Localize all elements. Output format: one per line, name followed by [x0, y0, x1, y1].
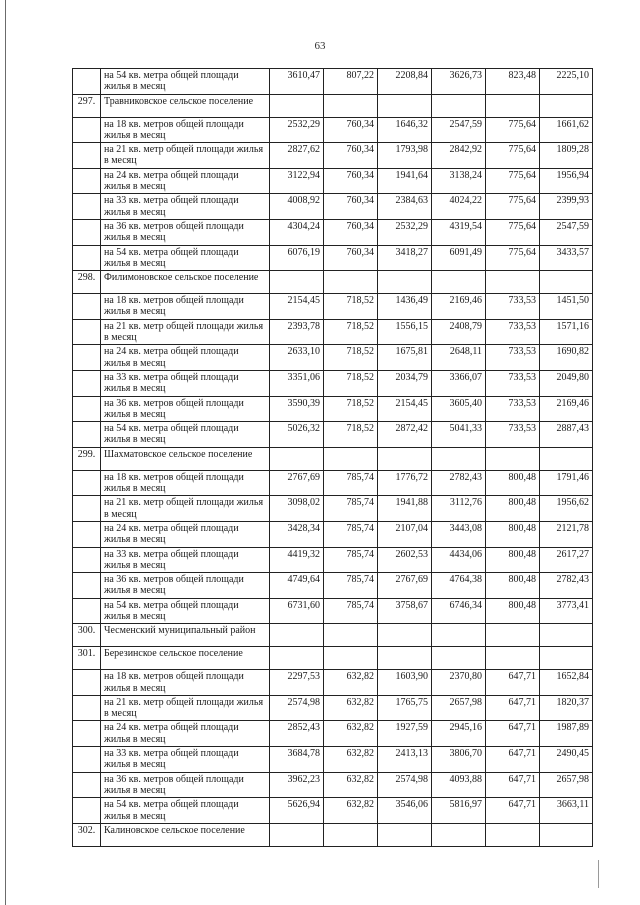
value-cell-6: [540, 94, 593, 117]
value-cell-4: 2370,80: [432, 670, 486, 696]
row-number-cell: 297.: [73, 94, 101, 117]
value-cell-2: 632,82: [324, 772, 378, 798]
table-section-row: [73, 271, 593, 294]
description-cell: на 24 кв. метра общей площади жилья в месяц: [101, 721, 270, 747]
table-section-row: [73, 823, 593, 846]
value-cell-1: 2633,10: [270, 345, 324, 371]
value-cell-6: 1809,28: [540, 143, 593, 169]
tariff-table: [72, 68, 593, 847]
value-cell-1: 3590,39: [270, 396, 324, 422]
value-cell-1: 3428,34: [270, 521, 324, 547]
value-cell-2: 718,52: [324, 422, 378, 448]
value-cell-4: 2169,46: [432, 294, 486, 320]
value-cell-6: 1956,94: [540, 168, 593, 194]
value-cell-5: [486, 94, 540, 117]
value-cell-3: 2767,69: [378, 573, 432, 599]
value-cell-4: 3443,08: [432, 521, 486, 547]
row-number-cell: [73, 470, 101, 496]
table-row: [73, 721, 593, 747]
value-cell-6: 1652,84: [540, 670, 593, 696]
row-number-cell: [73, 695, 101, 721]
value-cell-3: [378, 647, 432, 670]
value-cell-2: [324, 647, 378, 670]
value-cell-1: 3351,06: [270, 370, 324, 396]
table-row: [73, 194, 593, 220]
row-number-cell: [73, 143, 101, 169]
table-row: [73, 747, 593, 773]
value-cell-4: 5041,33: [432, 422, 486, 448]
value-cell-1: 3098,02: [270, 496, 324, 522]
value-cell-5: 733,53: [486, 294, 540, 320]
value-cell-2: 760,34: [324, 219, 378, 245]
value-cell-1: 2532,29: [270, 117, 324, 143]
description-cell: на 54 кв. метра общей площади жилья в месяц: [101, 798, 270, 824]
value-cell-1: 5026,32: [270, 422, 324, 448]
value-cell-4: 4434,06: [432, 547, 486, 573]
value-cell-2: 760,34: [324, 143, 378, 169]
value-cell-5: 733,53: [486, 370, 540, 396]
value-cell-2: 760,34: [324, 168, 378, 194]
value-cell-2: 632,82: [324, 695, 378, 721]
value-cell-1: 6731,60: [270, 598, 324, 624]
value-cell-3: 2154,45: [378, 396, 432, 422]
description-cell: Шахматовское сельское поселение: [101, 447, 270, 470]
value-cell-5: 800,48: [486, 521, 540, 547]
description-cell: на 18 кв. метров общей площади жилья в месяц: [101, 470, 270, 496]
description-cell: на 36 кв. метров общей площади жилья в месяц: [101, 396, 270, 422]
value-cell-4: 2842,92: [432, 143, 486, 169]
value-cell-6: [540, 271, 593, 294]
description-cell: Березинское сельское поселение: [101, 647, 270, 670]
table-row: [73, 117, 593, 143]
value-cell-3: 1927,59: [378, 721, 432, 747]
value-cell-2: 632,82: [324, 670, 378, 696]
value-cell-6: 2121,78: [540, 521, 593, 547]
value-cell-2: 718,52: [324, 396, 378, 422]
value-cell-4: 6091,49: [432, 245, 486, 271]
value-cell-6: 2399,93: [540, 194, 593, 220]
table-row: [73, 573, 593, 599]
value-cell-4: 4093,88: [432, 772, 486, 798]
value-cell-1: 2393,78: [270, 319, 324, 345]
table-body: [73, 69, 593, 847]
value-cell-4: 3626,73: [432, 69, 486, 95]
value-cell-3: [378, 823, 432, 846]
table-row: [73, 598, 593, 624]
table-row: [73, 396, 593, 422]
scan-left-edge-line: [5, 0, 6, 905]
value-cell-6: 2225,10: [540, 69, 593, 95]
table-row: [73, 168, 593, 194]
value-cell-4: 2782,43: [432, 470, 486, 496]
value-cell-2: 718,52: [324, 370, 378, 396]
value-cell-3: 1556,15: [378, 319, 432, 345]
row-number-cell: 302.: [73, 823, 101, 846]
description-cell: на 54 кв. метра общей площади жилья в месяц: [101, 598, 270, 624]
description-cell: на 54 кв. метра общей площади жилья в месяц: [101, 245, 270, 271]
table-row: [73, 319, 593, 345]
value-cell-2: [324, 447, 378, 470]
value-cell-5: 647,71: [486, 695, 540, 721]
value-cell-3: 1603,90: [378, 670, 432, 696]
value-cell-3: 1776,72: [378, 470, 432, 496]
value-cell-2: [324, 624, 378, 647]
value-cell-6: 2490,45: [540, 747, 593, 773]
table-row: [73, 670, 593, 696]
value-cell-1: 2852,43: [270, 721, 324, 747]
row-number-cell: [73, 747, 101, 773]
row-number-cell: [73, 168, 101, 194]
value-cell-2: 785,74: [324, 521, 378, 547]
value-cell-5: 775,64: [486, 143, 540, 169]
value-cell-2: 785,74: [324, 470, 378, 496]
value-cell-2: 632,82: [324, 798, 378, 824]
value-cell-3: 2872,42: [378, 422, 432, 448]
row-number-cell: 299.: [73, 447, 101, 470]
value-cell-2: 760,34: [324, 245, 378, 271]
value-cell-2: 718,52: [324, 345, 378, 371]
description-cell: на 36 кв. метров общей площади жилья в месяц: [101, 219, 270, 245]
value-cell-1: 2574,98: [270, 695, 324, 721]
table-section-row: [73, 624, 593, 647]
table-section-row: [73, 447, 593, 470]
value-cell-5: 733,53: [486, 345, 540, 371]
row-number-cell: 300.: [73, 624, 101, 647]
value-cell-1: 2297,53: [270, 670, 324, 696]
value-cell-3: 1941,88: [378, 496, 432, 522]
value-cell-2: 760,34: [324, 194, 378, 220]
value-cell-6: 2782,43: [540, 573, 593, 599]
value-cell-6: 2049,80: [540, 370, 593, 396]
value-cell-2: 718,52: [324, 319, 378, 345]
value-cell-4: [432, 447, 486, 470]
row-number-cell: [73, 547, 101, 573]
row-number-cell: [73, 194, 101, 220]
value-cell-5: 800,48: [486, 598, 540, 624]
row-number-cell: [73, 219, 101, 245]
table-row: [73, 143, 593, 169]
value-cell-5: 775,64: [486, 117, 540, 143]
value-cell-4: 2547,59: [432, 117, 486, 143]
value-cell-6: [540, 624, 593, 647]
value-cell-6: 1820,37: [540, 695, 593, 721]
value-cell-5: [486, 823, 540, 846]
table-row: [73, 422, 593, 448]
value-cell-1: [270, 624, 324, 647]
value-cell-6: 1956,62: [540, 496, 593, 522]
value-cell-1: 4008,92: [270, 194, 324, 220]
description-cell: на 54 кв. метра общей площади жилья в месяц: [101, 69, 270, 95]
description-cell: на 24 кв. метра общей площади жилья в месяц: [101, 521, 270, 547]
value-cell-5: 647,71: [486, 798, 540, 824]
table-row: [73, 521, 593, 547]
value-cell-4: 3138,24: [432, 168, 486, 194]
value-cell-6: 1661,62: [540, 117, 593, 143]
row-number-cell: [73, 573, 101, 599]
value-cell-3: 2602,53: [378, 547, 432, 573]
value-cell-5: 775,64: [486, 194, 540, 220]
value-cell-3: 2034,79: [378, 370, 432, 396]
value-cell-5: 800,48: [486, 547, 540, 573]
row-number-cell: [73, 496, 101, 522]
row-number-cell: [73, 370, 101, 396]
value-cell-2: 785,74: [324, 573, 378, 599]
value-cell-4: 2657,98: [432, 695, 486, 721]
value-cell-5: 775,64: [486, 245, 540, 271]
value-cell-5: 647,71: [486, 721, 540, 747]
value-cell-3: 1436,49: [378, 294, 432, 320]
value-cell-5: 733,53: [486, 319, 540, 345]
description-cell: Травниковское сельское поселение: [101, 94, 270, 117]
table-row: [73, 470, 593, 496]
value-cell-1: 4419,32: [270, 547, 324, 573]
value-cell-1: 5626,94: [270, 798, 324, 824]
row-number-cell: [73, 721, 101, 747]
value-cell-5: 775,64: [486, 219, 540, 245]
description-cell: на 21 кв. метр общей площади жилья в месяц: [101, 319, 270, 345]
description-cell: на 36 кв. метров общей площади жилья в месяц: [101, 772, 270, 798]
row-number-cell: [73, 245, 101, 271]
row-number-cell: [73, 117, 101, 143]
value-cell-5: 800,48: [486, 470, 540, 496]
value-cell-5: 800,48: [486, 496, 540, 522]
table-section-row: [73, 647, 593, 670]
scan-edge-mark: [598, 860, 599, 888]
value-cell-1: 2767,69: [270, 470, 324, 496]
value-cell-2: 632,82: [324, 747, 378, 773]
value-cell-3: 2532,29: [378, 219, 432, 245]
value-cell-3: 3758,67: [378, 598, 432, 624]
table-row: [73, 345, 593, 371]
row-number-cell: [73, 598, 101, 624]
value-cell-6: [540, 447, 593, 470]
value-cell-4: 3605,40: [432, 396, 486, 422]
description-cell: Калиновское сельское поселение: [101, 823, 270, 846]
value-cell-3: 2107,04: [378, 521, 432, 547]
value-cell-5: [486, 647, 540, 670]
description-cell: на 24 кв. метра общей площади жилья в месяц: [101, 168, 270, 194]
value-cell-6: 2547,59: [540, 219, 593, 245]
description-cell: на 33 кв. метра общей площади жилья в месяц: [101, 370, 270, 396]
description-cell: на 24 кв. метра общей площади жилья в месяц: [101, 345, 270, 371]
value-cell-6: 1690,82: [540, 345, 593, 371]
value-cell-1: [270, 823, 324, 846]
value-cell-3: 2384,63: [378, 194, 432, 220]
value-cell-3: 1646,32: [378, 117, 432, 143]
value-cell-3: 2574,98: [378, 772, 432, 798]
description-cell: на 18 кв. метров общей площади жилья в месяц: [101, 117, 270, 143]
value-cell-5: 647,71: [486, 772, 540, 798]
value-cell-3: 1793,98: [378, 143, 432, 169]
value-cell-4: 4764,38: [432, 573, 486, 599]
value-cell-2: [324, 271, 378, 294]
value-cell-1: 2154,45: [270, 294, 324, 320]
description-cell: на 18 кв. метров общей площади жилья в месяц: [101, 670, 270, 696]
description-cell: на 33 кв. метра общей площади жилья в месяц: [101, 747, 270, 773]
description-cell: на 21 кв. метр общей площади жилья в месяц: [101, 496, 270, 522]
row-number-cell: [73, 670, 101, 696]
value-cell-4: 6746,34: [432, 598, 486, 624]
value-cell-5: 733,53: [486, 396, 540, 422]
value-cell-3: [378, 624, 432, 647]
value-cell-4: 2945,16: [432, 721, 486, 747]
value-cell-6: 3663,11: [540, 798, 593, 824]
description-cell: Чесменский муниципальный район: [101, 624, 270, 647]
value-cell-2: [324, 823, 378, 846]
value-cell-6: 2169,46: [540, 396, 593, 422]
value-cell-6: 2617,27: [540, 547, 593, 573]
value-cell-5: 800,48: [486, 573, 540, 599]
row-number-cell: 298.: [73, 271, 101, 294]
description-cell: на 18 кв. метров общей площади жилья в месяц: [101, 294, 270, 320]
value-cell-6: 3433,57: [540, 245, 593, 271]
value-cell-6: 2657,98: [540, 772, 593, 798]
value-cell-3: 3418,27: [378, 245, 432, 271]
row-number-cell: [73, 396, 101, 422]
value-cell-6: [540, 647, 593, 670]
description-cell: на 33 кв. метра общей площади жилья в месяц: [101, 547, 270, 573]
value-cell-4: 2408,79: [432, 319, 486, 345]
description-cell: на 54 кв. метра общей площади жилья в месяц: [101, 422, 270, 448]
value-cell-6: 1987,89: [540, 721, 593, 747]
value-cell-5: [486, 271, 540, 294]
value-cell-6: 2887,43: [540, 422, 593, 448]
value-cell-1: 2827,62: [270, 143, 324, 169]
value-cell-4: [432, 647, 486, 670]
value-cell-2: 785,74: [324, 547, 378, 573]
value-cell-1: 4749,64: [270, 573, 324, 599]
value-cell-1: 4304,24: [270, 219, 324, 245]
table-row: [73, 294, 593, 320]
value-cell-2: 632,82: [324, 721, 378, 747]
value-cell-1: [270, 647, 324, 670]
table-row: [73, 772, 593, 798]
value-cell-1: 3610,47: [270, 69, 324, 95]
value-cell-3: 2413,13: [378, 747, 432, 773]
value-cell-3: [378, 447, 432, 470]
value-cell-2: 785,74: [324, 496, 378, 522]
table-row: [73, 496, 593, 522]
value-cell-3: 1941,64: [378, 168, 432, 194]
value-cell-2: 760,34: [324, 117, 378, 143]
value-cell-5: 647,71: [486, 670, 540, 696]
table-section-row: [73, 94, 593, 117]
table-row: [73, 245, 593, 271]
table-row: [73, 695, 593, 721]
value-cell-3: 1675,81: [378, 345, 432, 371]
value-cell-3: 2208,84: [378, 69, 432, 95]
row-number-cell: [73, 798, 101, 824]
value-cell-1: [270, 447, 324, 470]
description-cell: Филимоновское сельское поселение: [101, 271, 270, 294]
value-cell-6: 3773,41: [540, 598, 593, 624]
row-number-cell: [73, 345, 101, 371]
value-cell-4: [432, 624, 486, 647]
value-cell-2: 807,22: [324, 69, 378, 95]
value-cell-3: [378, 271, 432, 294]
value-cell-3: 1765,75: [378, 695, 432, 721]
table-row: [73, 219, 593, 245]
value-cell-5: 733,53: [486, 422, 540, 448]
row-number-cell: 301.: [73, 647, 101, 670]
value-cell-2: 718,52: [324, 294, 378, 320]
value-cell-4: 3112,76: [432, 496, 486, 522]
row-number-cell: [73, 319, 101, 345]
description-cell: на 36 кв. метров общей площади жилья в месяц: [101, 573, 270, 599]
value-cell-1: [270, 271, 324, 294]
table-row: [73, 370, 593, 396]
value-cell-1: 3122,94: [270, 168, 324, 194]
value-cell-5: 823,48: [486, 69, 540, 95]
value-cell-6: 1571,16: [540, 319, 593, 345]
value-cell-4: 4319,54: [432, 219, 486, 245]
value-cell-2: [324, 94, 378, 117]
row-number-cell: [73, 772, 101, 798]
row-number-cell: [73, 422, 101, 448]
value-cell-5: [486, 447, 540, 470]
table-row: [73, 547, 593, 573]
value-cell-4: [432, 271, 486, 294]
value-cell-6: 1791,46: [540, 470, 593, 496]
value-cell-4: 3806,70: [432, 747, 486, 773]
value-cell-2: 785,74: [324, 598, 378, 624]
value-cell-4: [432, 94, 486, 117]
value-cell-6: [540, 823, 593, 846]
value-cell-5: 647,71: [486, 747, 540, 773]
value-cell-4: 3366,07: [432, 370, 486, 396]
value-cell-5: 775,64: [486, 168, 540, 194]
value-cell-4: 5816,97: [432, 798, 486, 824]
table-row: [73, 69, 593, 95]
value-cell-4: 4024,22: [432, 194, 486, 220]
value-cell-5: [486, 624, 540, 647]
value-cell-3: 3546,06: [378, 798, 432, 824]
value-cell-4: 2648,11: [432, 345, 486, 371]
value-cell-1: 3684,78: [270, 747, 324, 773]
description-cell: на 21 кв. метр общей площади жилья в месяц: [101, 143, 270, 169]
value-cell-4: [432, 823, 486, 846]
description-cell: на 21 кв. метр общей площади жилья в месяц: [101, 695, 270, 721]
row-number-cell: [73, 69, 101, 95]
value-cell-6: 1451,50: [540, 294, 593, 320]
value-cell-1: 6076,19: [270, 245, 324, 271]
value-cell-1: 3962,23: [270, 772, 324, 798]
description-cell: на 33 кв. метра общей площади жилья в месяц: [101, 194, 270, 220]
row-number-cell: [73, 521, 101, 547]
value-cell-3: [378, 94, 432, 117]
value-cell-1: [270, 94, 324, 117]
table-row: [73, 798, 593, 824]
row-number-cell: [73, 294, 101, 320]
page-number: 63: [314, 40, 326, 52]
